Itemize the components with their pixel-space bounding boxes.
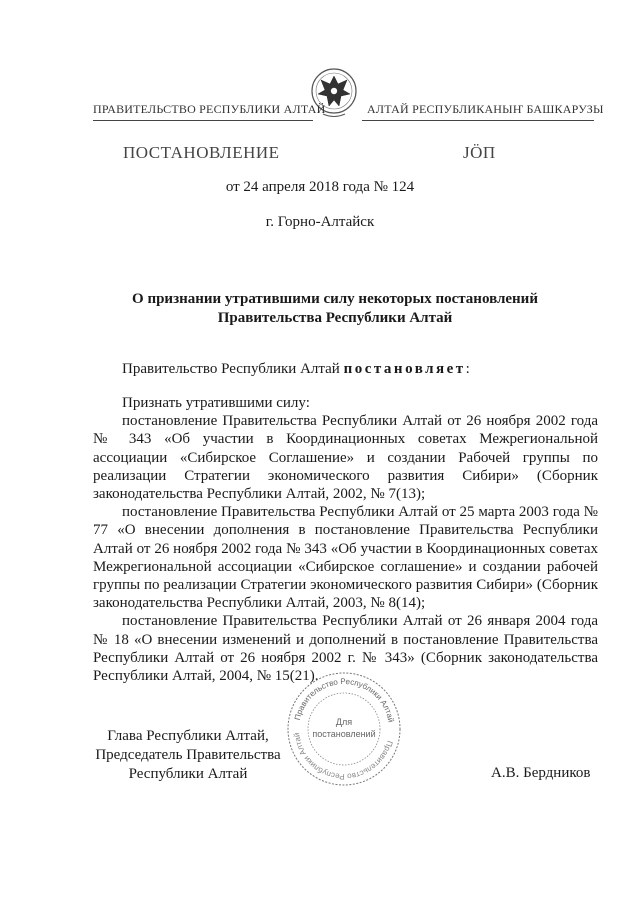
body-paragraph: Признать утратившими силу: <box>122 395 310 411</box>
official-stamp <box>285 670 403 788</box>
stamp-ring-text: Правительство Республики Алтай <box>292 676 396 724</box>
preamble-colon: : <box>465 361 470 377</box>
title-line: О признании утратившими силу некоторых постановлений <box>132 291 538 307</box>
body-paragraph: постановление Правительства Республики Алтай от 26 ноября 2002 года № 343 «Об участии в Координационных советах Межрегиональной ассоциации «Сибирское Соглашение» и создании Рабочей группы по реализации Стратегии экономического развития Сибири» (Сборник законодательства Республики Алтай, 2002, № 7(13); <box>93 413 598 503</box>
title-line: Правительства Республики Алтай <box>217 310 453 326</box>
document-type-altai: JÖП <box>463 143 496 162</box>
stamp-center-line: Для <box>335 717 353 727</box>
preamble-text: Правительство Республики Алтай <box>122 361 344 377</box>
preamble <box>122 361 470 378</box>
document-place: г. Горно-Алтайск <box>265 214 375 230</box>
body-paragraph: постановление Правительства Республики Алтай от 25 марта 2003 года № 77 «О внесении дополнения в постановление Правительства Республики Алтай от 26 ноября 2002 года № 343 «Об участии в Координационных советах Межрегиональной ассоциации «Сибирское соглашение» и создании рабочей группы по реализации Стратегии экономического развития Сибири» (Сборник законодательства Республики Алтай, 2003, № 8(14); <box>93 504 598 612</box>
preamble-verb: постановляет <box>343 361 466 377</box>
signatory-title-line: Глава Республики Алтай, <box>107 728 269 744</box>
header-divider-left <box>93 120 313 121</box>
document-date-number: от 24 апреля 2018 года № 124 <box>225 179 415 195</box>
stamp-ring-text-bottom: Правительство Республики Алтай <box>292 732 395 782</box>
signatory-name: А.В. Бердников <box>491 765 591 781</box>
signatory-title-line: Республики Алтай <box>128 766 248 782</box>
document-type-russian: ПОСТАНОВЛЕНИЕ <box>123 143 280 162</box>
stamp-center-line: постановлений <box>312 729 376 739</box>
document-title <box>100 290 570 328</box>
document-body <box>93 394 598 685</box>
authority-name-russian: ПРАВИТЕЛЬСТВО РЕСПУБЛИКИ АЛТАЙ <box>93 102 326 116</box>
signatory-title <box>93 727 283 784</box>
body-paragraph: постановление Правительства Республики Алтай от 26 января 2004 года № 18 «О внесении изменений и дополнений в постановление Правительства Республики Алтай от 26 ноября 2002 г. № 343» (Сборник законодательства Республики Алтай, 2004, № 15(21). <box>93 613 598 685</box>
header-divider-right <box>362 120 594 121</box>
authority-name-altai: АЛТАЙ РЕСПУБЛИКАНЫҤ БАШКАРУЗЫ <box>367 102 604 116</box>
signatory-title-line: Председатель Правительства <box>95 747 281 763</box>
